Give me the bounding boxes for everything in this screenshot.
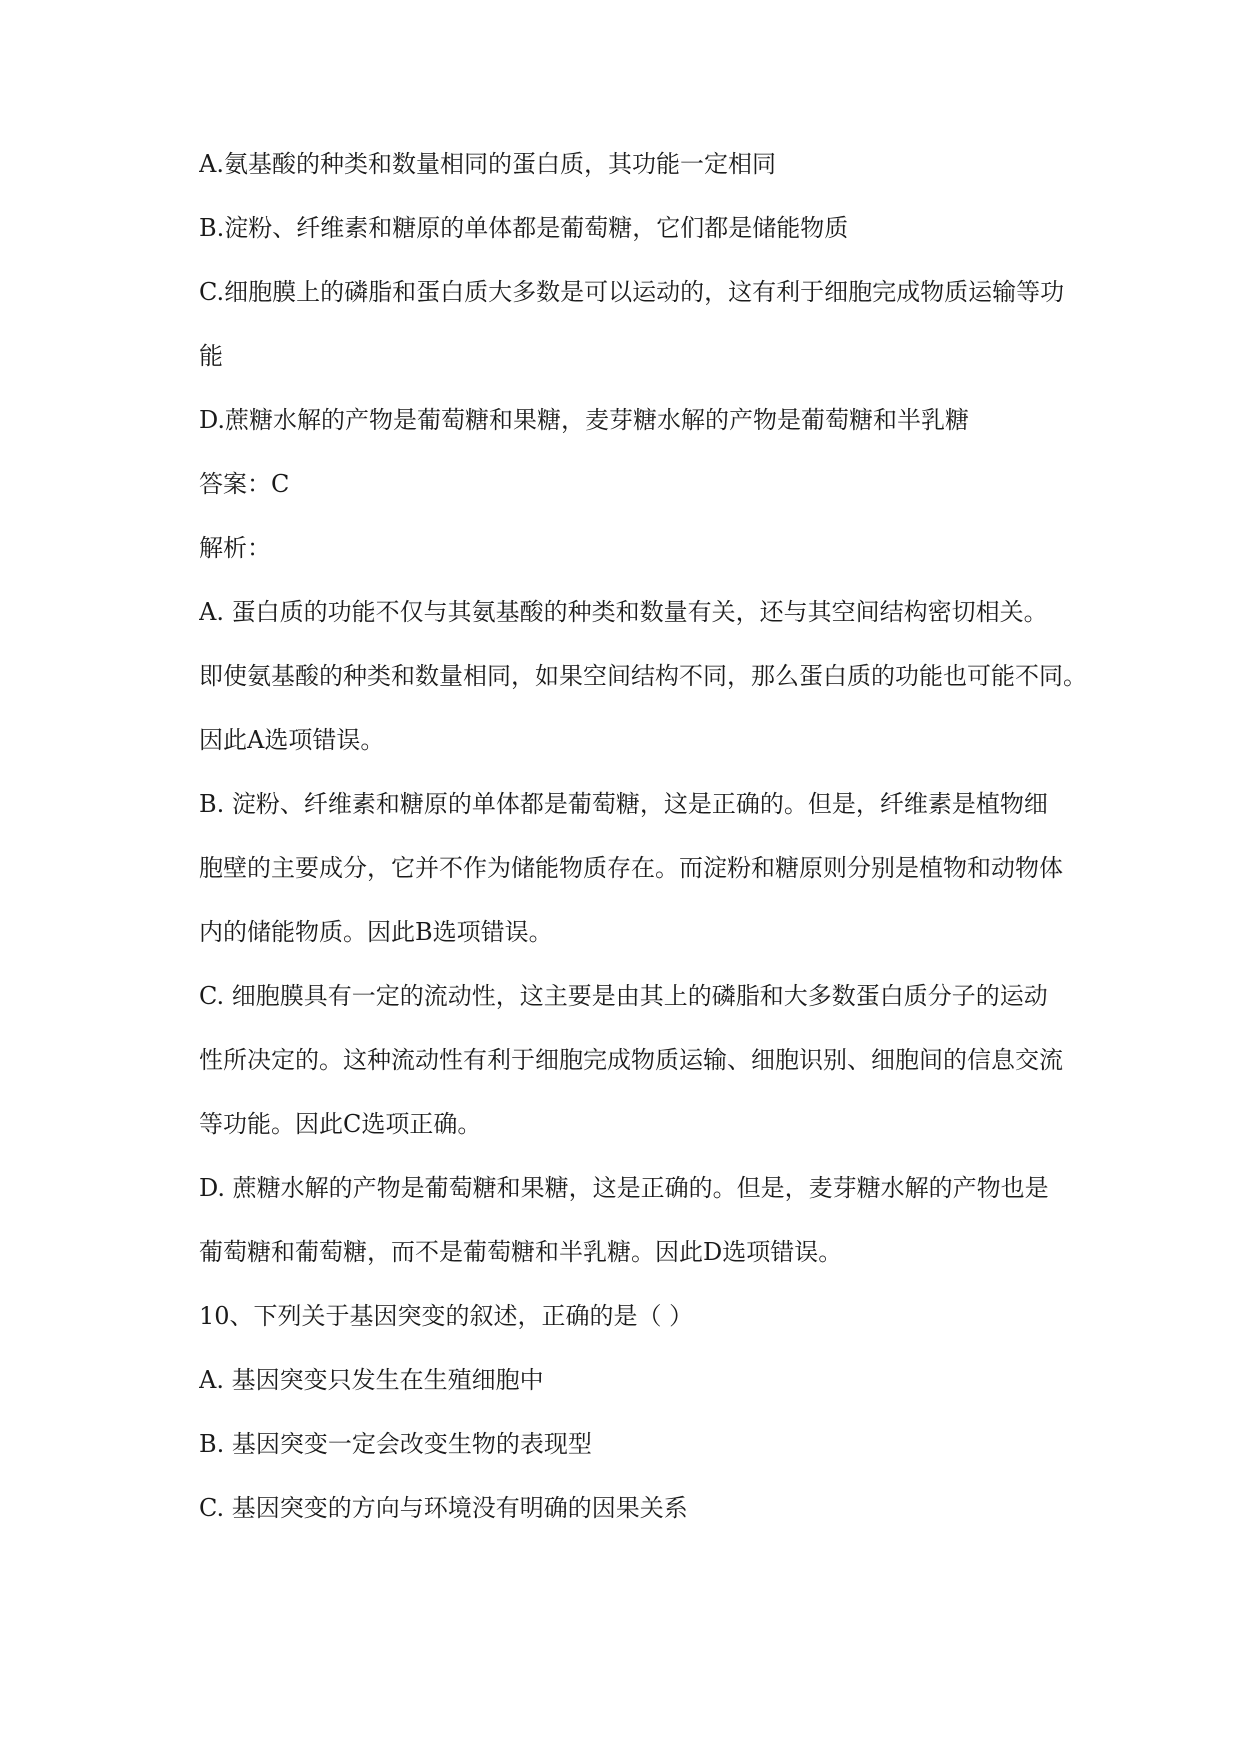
analysis-b-line-1: B. 淀粉、纤维素和糖原的单体都是葡萄糖，这是正确的。但是，纤维素是植物细 bbox=[199, 790, 1048, 818]
analysis-b-line-2: 胞壁的主要成分，它并不作为储能物质存在。而淀粉和糖原则分别是植物和动物体 bbox=[199, 854, 1063, 882]
analysis-d-line-1: D. 蔗糖水解的产物是葡萄糖和果糖，这是正确的。但是，麦芽糖水解的产物也是 bbox=[199, 1174, 1049, 1202]
analysis-c-line-3: 等功能。因此C选项正确。 bbox=[199, 1110, 482, 1138]
analysis-heading: 解析： bbox=[199, 534, 271, 562]
analysis-a-line-3: 因此A选项错误。 bbox=[199, 726, 385, 754]
analysis-b-line-3: 内的储能物质。因此B选项错误。 bbox=[199, 918, 553, 946]
analysis-a-line-1: A. 蛋白质的功能不仅与其氨基酸的种类和数量有关，还与其空间结构密切相关。 bbox=[199, 598, 1048, 626]
question-10-stem: 10、下列关于基因突变的叙述，正确的是（ ） bbox=[199, 1302, 694, 1330]
question-10-option-b: B. 基因突变一定会改变生物的表现型 bbox=[199, 1430, 592, 1458]
analysis-c-line-2: 性所决定的。这种流动性有利于细胞完成物质运输、细胞识别、细胞间的信息交流 bbox=[199, 1046, 1063, 1074]
question-10-option-a: A. 基因突变只发生在生殖细胞中 bbox=[199, 1366, 544, 1394]
question-10-option-c: C. 基因突变的方向与环境没有明确的因果关系 bbox=[199, 1494, 688, 1522]
option-d-line: D.蔗糖水解的产物是葡萄糖和果糖，麦芽糖水解的产物是葡萄糖和半乳糖 bbox=[199, 406, 970, 434]
option-b-line: B.淀粉、纤维素和糖原的单体都是葡萄糖，它们都是储能物质 bbox=[199, 214, 849, 242]
analysis-a-line-2: 即使氨基酸的种类和数量相同，如果空间结构不同，那么蛋白质的功能也可能不同。 bbox=[199, 662, 1087, 690]
option-c-line-1: C.细胞膜上的磷脂和蛋白质大多数是可以运动的，这有利于细胞完成物质运输等功 bbox=[199, 278, 1065, 306]
answer-line: 答案：C bbox=[199, 470, 290, 498]
analysis-c-line-1: C. 细胞膜具有一定的流动性，这主要是由其上的磷脂和大多数蛋白质分子的运动 bbox=[199, 982, 1048, 1010]
option-a-line: A.氨基酸的种类和数量相同的蛋白质，其功能一定相同 bbox=[199, 150, 776, 178]
analysis-d-line-2: 葡萄糖和葡萄糖，而不是葡萄糖和半乳糖。因此D选项错误。 bbox=[199, 1238, 843, 1266]
option-c-line-2: 能 bbox=[199, 342, 223, 370]
